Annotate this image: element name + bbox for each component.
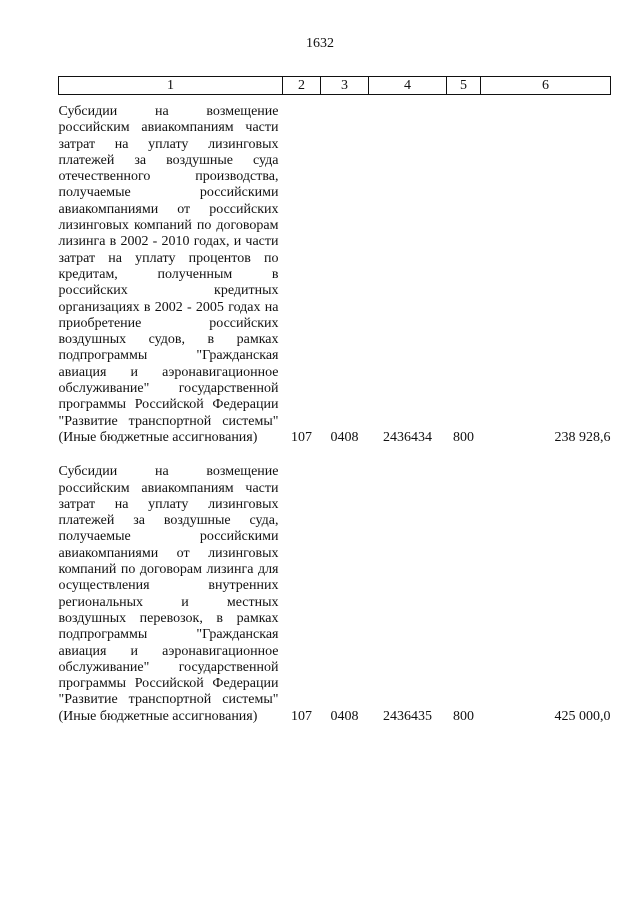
row-expense-type: 800 xyxy=(453,708,474,724)
header-col-4: 4 xyxy=(369,77,447,95)
row-target-article: 2436434 xyxy=(383,429,432,445)
row-amount: 425 000,0 xyxy=(554,708,611,724)
row-target-article: 2436435 xyxy=(383,708,432,724)
table-row xyxy=(59,95,611,447)
budget-table xyxy=(58,76,611,725)
header-col-5: 5 xyxy=(447,77,481,95)
table-header-row xyxy=(59,77,611,95)
header-col-1: 1 xyxy=(59,77,283,95)
row-ministry-code: 107 xyxy=(291,429,312,445)
row-description: Субсидии на возмещение российским авиакомпаниям части затрат на уплату лизинговых платежей за воздушные суда, получаемые российскими авиакомпаниями от лизинговых компаний по договорам лизинга для осуществления внутренних региональных и местных воздушных перевозок, в рамках подпрограммы "Гражданская авиация и аэронавигационное обслуживание" государственной программы Российской Федерации "Развитие транспортной системы" (Иные бюджетные ассигнования) xyxy=(58,464,279,724)
header-col-2: 2 xyxy=(283,77,321,95)
header-col-6: 6 xyxy=(481,77,611,95)
row-section-code: 0408 xyxy=(330,708,359,724)
header-col-3: 3 xyxy=(321,77,369,95)
row-amount: 238 928,6 xyxy=(554,429,611,445)
row-section-code: 0408 xyxy=(330,429,359,445)
row-description: Субсидии на возмещение российским авиакомпаниям части затрат на уплату лизинговых платежей за воздушные суда отечественного производства, получаемые российскими авиакомпаниями от российских лизинговых компаний по договорам лизинга в 2002 - 2010 годах, и части затрат на уплату процентов по кредитам, полученным в российских кредитных организациях в 2002 - 2005 годах на приобретение российских воздушных судов, в рамках подпрограммы "Гражданская авиация и аэронавигационное обслуживание" государственной программы Российской Федерации "Развитие транспортной системы" (Иные бюджетные ассигнования) xyxy=(58,104,279,445)
row-ministry-code: 107 xyxy=(291,708,312,724)
row-expense-type: 800 xyxy=(453,429,474,445)
page-number: 1632 xyxy=(306,36,334,51)
table-row xyxy=(59,446,611,725)
